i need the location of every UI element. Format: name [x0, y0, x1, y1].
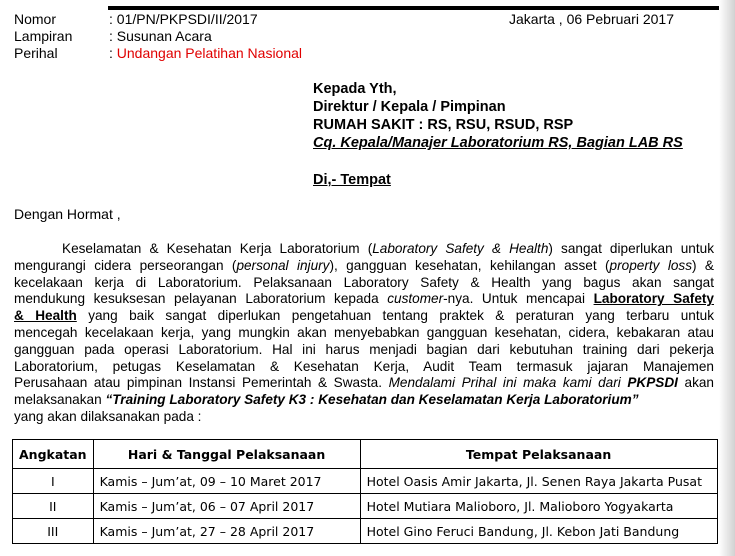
cell-angkatan: III [13, 519, 94, 544]
body-line: melaksanakan “Training Laboratory Safety K3 : Kesehatan dan Keselamatan Kerja Laboratorium” [14, 392, 639, 408]
body-line: gangguan pada operasi Laboratorium. Hal ini harus menjadi bagian dari kebutuhan training dari pekerja [14, 341, 714, 357]
meta-value: : Undangan Pelatihan Nasional [109, 45, 303, 61]
body-line: & Health yang baik sangat diperlukan pengetahuan tentang praktek & peraturan yang terbaru untuk [14, 308, 714, 324]
recipient-place: Di,- Tempat [313, 172, 391, 188]
column-header: Angkatan [13, 440, 94, 469]
cell-angkatan: II [13, 494, 94, 519]
meta-label: Perihal [14, 45, 58, 61]
recipient-institution: RUMAH SAKIT : RS, RSU, RSUD, RSP [313, 117, 574, 133]
meta-value: : Susunan Acara [109, 28, 212, 44]
column-header: Tempat Pelaksanaan [360, 440, 717, 469]
page-edge-shadow [719, 0, 735, 556]
letter-date: Jakarta , 06 Pebruari 2017 [509, 11, 674, 27]
recipient-salutation: Kepada Yth, [313, 81, 397, 97]
greeting: Dengan Hormat , [14, 206, 121, 222]
meta-label: Nomor [14, 11, 57, 27]
body-line: yang akan dilaksanakan pada : [14, 408, 202, 424]
cell-angkatan: I [13, 469, 94, 494]
recipient-title: Direktur / Kepala / Pimpinan [313, 99, 506, 115]
body-line: Laboratorium, petugas Keselamatan & Kesehatan Kerja, Audit Team termasuk jajaran Manajemen [14, 358, 714, 374]
cell-venue: Hotel Oasis Amir Jakarta, Jl. Senen Raya Jakarta Pusat [360, 469, 717, 494]
table-row [13, 494, 718, 519]
meta-label: Lampiran [14, 28, 73, 44]
cell-date: Kamis – Jum’at, 09 – 10 Maret 2017 [93, 469, 360, 494]
body-line: Keselamatan & Kesehatan Kerja Laboratorium (Laboratory Safety & Health) sangat diperlukan untuk [62, 241, 714, 256]
cell-date: Kamis – Jum’at, 27 – 28 April 2017 [93, 519, 360, 544]
body-paragraph [14, 241, 714, 426]
body-line: mendukung kesuksesan pelayanan Laboratorium kepada customer-nya. Untuk mencapai Laboratory Safety [14, 291, 714, 307]
table-header-row [13, 440, 718, 469]
meta-value: : 01/PN/PKPSDI/II/2017 [109, 11, 258, 27]
column-header: Hari & Tanggal Pelaksanaan [93, 440, 360, 469]
table-row [13, 519, 718, 544]
body-line: Perusahaan atau pimpinan Instansi Pemerintah & Swasta. Mendalami Prihal ini maka kami dari PKPSDI akan [14, 375, 714, 391]
subject-text: Undangan Pelatihan Nasional [116, 45, 303, 61]
header-rule [108, 6, 719, 10]
body-line: mengurangi cidera perseorangan (personal injury), gangguan kesehatan, kehilangan asset (property loss) & [14, 257, 714, 273]
body-line: kecelakaan kerja di Laboratorium. Pelaksanaan Laboratory Safety & Health yang bagus akan sangat [14, 274, 714, 290]
body-line: mencegah kecelakaan kerja, yang mungkin akan menyebabkan gangguan kesehatan, cidera, kebakaran atau [14, 324, 714, 340]
cell-venue: Hotel Mutiara Malioboro, Jl. Malioboro Yogyakarta [360, 494, 717, 519]
cell-date: Kamis – Jum’at, 06 – 07 April 2017 [93, 494, 360, 519]
table-row [13, 469, 718, 494]
schedule-table [12, 439, 718, 544]
cell-venue: Hotel Gino Feruci Bandung, Jl. Kebon Jati Bandung [360, 519, 717, 544]
recipient-cq: Cq. Kepala/Manajer Laboratorium RS, Bagian LAB RS [313, 135, 683, 151]
